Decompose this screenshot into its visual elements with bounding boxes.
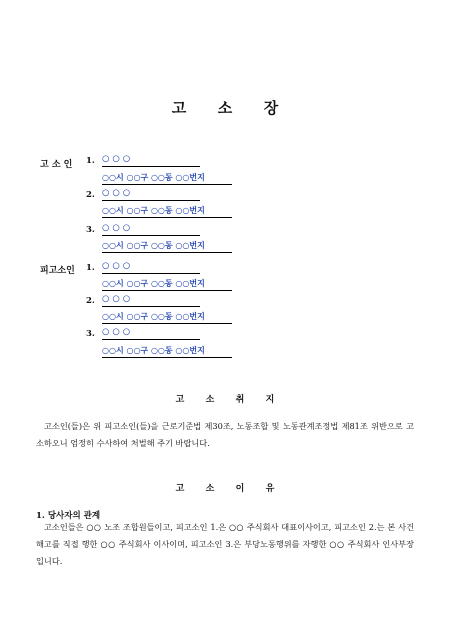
reason-text: 고소인들은 ○○ 노조 조합원들이고, 피고소인 1.은 ○○ 주식회사 대표이사이고, 피고소인 2.는 본 사건 해고를 직접 행한 ○○ 주식회사 이사이며, 피고소인 3.은 부당노동행위를 자행한 ○○ 주식회사 인사부장 입니다. xyxy=(36,522,414,566)
defendant-address: ○○시 ○○구 ○○동 ○○번지 xyxy=(102,311,232,324)
heading-char: 지 xyxy=(265,395,275,405)
plaintiff-address: ○○시 ○○구 ○○동 ○○번지 xyxy=(102,172,232,185)
plaintiff-number: 3. xyxy=(86,225,95,235)
heading-char: 취 xyxy=(235,395,245,405)
purpose-text: 고소인(들)은 위 피고소인(들)을 근로기준법 제30조, 노동조합 및 노동관계조정법 제81조 위반으로 고소하오니 엄정히 수사하여 처벌해 주기 바랍니다. xyxy=(36,421,414,448)
defendant-number: 3. xyxy=(86,329,95,339)
defendant-number: 1. xyxy=(86,263,95,273)
title-char: 장 xyxy=(263,99,279,117)
defendant-address: ○○시 ○○구 ○○동 ○○번지 xyxy=(102,278,232,291)
plaintiff-address: ○○시 ○○구 ○○동 ○○번지 xyxy=(102,205,232,218)
heading-char: 소 xyxy=(205,395,215,405)
reason-subtitle: 1. 당사자의 관계 xyxy=(36,511,101,521)
defendant-name: ○ ○ ○ xyxy=(102,261,200,274)
heading-char: 소 xyxy=(205,484,215,494)
defendant-address: ○○시 ○○구 ○○동 ○○번지 xyxy=(102,345,232,358)
reason-heading xyxy=(0,481,450,494)
defendant-name: ○ ○ ○ xyxy=(102,327,200,340)
plaintiff-name: ○ ○ ○ xyxy=(102,154,200,167)
defendant-number: 2. xyxy=(86,296,95,306)
defendant-label: 피고소인 xyxy=(40,266,75,276)
heading-char: 유 xyxy=(265,484,275,494)
plaintiff-number: 1. xyxy=(86,156,95,166)
document-title xyxy=(0,97,450,118)
plaintiff-number: 2. xyxy=(86,190,95,200)
plaintiff-label: 고 소 인 xyxy=(40,160,73,170)
heading-char: 고 xyxy=(175,484,185,494)
title-char: 고 xyxy=(171,99,187,117)
heading-char: 고 xyxy=(175,395,185,405)
title-char: 소 xyxy=(217,99,233,117)
heading-char: 이 xyxy=(235,484,245,494)
purpose-heading xyxy=(0,392,450,405)
defendant-name: ○ ○ ○ xyxy=(102,294,200,307)
plaintiff-name: ○ ○ ○ xyxy=(102,188,200,201)
plaintiff-name: ○ ○ ○ xyxy=(102,223,200,236)
plaintiff-address: ○○시 ○○구 ○○동 ○○번지 xyxy=(102,240,232,253)
